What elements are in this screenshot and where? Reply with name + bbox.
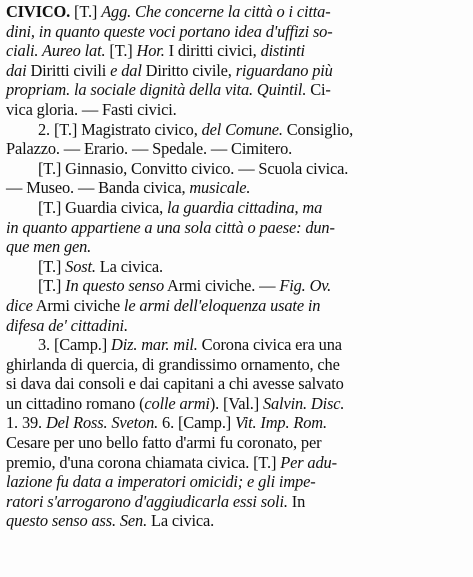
entry-text-segment: que men gen. — [6, 237, 92, 257]
entry-line — [6, 355, 466, 375]
entry-text-segment: Fig. Ov. — [279, 276, 332, 296]
entry-text-segment: [T.] Ginnasio, Convitto civico. — Scuola civica. — [38, 158, 349, 178]
entry-text-segment: Diritto civile, — [141, 60, 236, 80]
entry-text-segment: dai — [6, 60, 27, 80]
entry-text-segment: 1. 39. — [6, 413, 46, 433]
entry-text-segment: La civica. — [147, 511, 215, 531]
entry-line — [6, 394, 466, 414]
entry-text-segment: Diz. mar. mil. — [111, 335, 198, 355]
entry-text-segment: musicale. — [189, 178, 251, 198]
entry-text-segment: [T.] — [38, 256, 66, 276]
entry-text-segment: Sost. — [65, 256, 96, 276]
entry-text-segment: ma — [302, 197, 323, 217]
entry-line — [6, 511, 466, 531]
entry-line — [6, 178, 466, 198]
entry-text-segment: Diritti civili — [26, 60, 111, 80]
entry-text-segment: Armi civiche. — — [164, 276, 280, 296]
entry-line — [6, 257, 466, 277]
entry-text-segment: Agg. Che concerne la città o i citta- — [101, 2, 331, 21]
entry-text-segment: le armi dell'eloquenza usate in — [123, 295, 321, 315]
entry-text-segment: — Museo. — Banda civica, — [6, 178, 190, 198]
entry-line — [6, 492, 466, 512]
entry-text-segment: questo senso ass. Sen. — [6, 511, 148, 531]
entry-line — [6, 472, 466, 492]
entry-text-segment: In — [287, 491, 306, 511]
entry-line — [6, 237, 466, 257]
entry-line — [6, 335, 466, 355]
entry-text-segment: dini, in quanto queste voci portano idea d'uffizi so- — [6, 21, 333, 41]
entry-line — [6, 139, 466, 159]
entry-text-segment: propriam. la sociale dignità della vita. Quintil. — [6, 80, 307, 100]
entry-text-segment: Del Ross. Sveton. — [45, 413, 159, 433]
entry-text-segment: La civica. — [95, 256, 163, 276]
entry-line — [6, 2, 466, 22]
entry-text-segment: [T.] — [105, 41, 137, 61]
entry-line — [6, 100, 466, 120]
entry-text-segment: vica gloria. — Fasti civici. — [6, 99, 177, 119]
entry-line — [6, 61, 466, 81]
entry-text-segment: [T.] — [70, 2, 102, 21]
entry-text-segment: Salvin. Disc. — [262, 393, 345, 413]
entry-line — [6, 296, 466, 316]
entry-text-segment: dice — [6, 295, 33, 315]
entry-text-segment: Per adu- — [280, 452, 337, 472]
entry-text-segment: e dal — [110, 60, 142, 80]
entry-line — [6, 218, 466, 238]
entry-line — [6, 316, 466, 336]
entry-text-segment: un cittadino romano ( — [6, 393, 145, 413]
entry-text-segment: colle armi — [144, 393, 210, 413]
entry-text-segment: Consiglio, — [282, 119, 354, 139]
entry-text-segment: ghirlanda di quercia, di grandissimo ornamento, che — [6, 354, 340, 374]
entry-line — [6, 120, 466, 140]
entry-text-segment: in quanto appartiene a una sola città o paese: dun- — [6, 217, 335, 237]
entry-line — [6, 159, 466, 179]
entry-line — [6, 22, 466, 42]
entry-text-segment: 2. [T.] Magistrato civico, — [38, 119, 202, 139]
entry-line — [6, 276, 466, 296]
entry-text-segment: difesa de' cittadini. — [6, 315, 128, 335]
entry-text-segment: riguardano più — [235, 60, 333, 80]
entry-text-segment: Corona civica era una — [197, 335, 342, 355]
entry-line — [6, 80, 466, 100]
entry-text-segment: la guardia cittadina — [166, 197, 295, 217]
entry-line — [6, 433, 466, 453]
entry-text-segment: Armi civiche — [32, 295, 124, 315]
entry-line — [6, 198, 466, 218]
entry-text-segment: premio, d'una corona chiamata civica. [T.] — [6, 452, 281, 472]
entry-text-segment: del Comune. — [201, 119, 283, 139]
entry-text-segment: Palazzo. — Erario. — Spedale. — Cimitero. — [6, 139, 293, 159]
entry-text-segment: 3. [Camp.] — [38, 335, 112, 355]
entry-line — [6, 453, 466, 473]
entry-text-segment: ). [Val.] — [209, 393, 263, 413]
entry-line — [6, 374, 466, 394]
entry-line — [6, 41, 466, 61]
entry-text-segment: lazione fu data a imperatori omicidi; e gli impe- — [6, 472, 316, 492]
entry-text-segment: Ci- — [306, 80, 331, 100]
entry-text-segment: , — [294, 197, 303, 217]
entry-text-segment: Vit. Imp. Rom. — [235, 413, 327, 433]
entry-text-segment: [T.] Guardia civica, — [38, 197, 167, 217]
headword: CIVICO. — [6, 2, 71, 21]
entry-line — [6, 413, 466, 433]
entry-text-segment: si dava dai consoli e dai capitani a chi avesse salvato — [6, 374, 344, 394]
dictionary-entry-civico — [6, 2, 466, 531]
entry-text-segment: Cesare per uno bello fatto d'armi fu coronato, per — [6, 433, 322, 453]
entry-text-segment: 6. [Camp.] — [158, 413, 236, 433]
entry-text-segment: ratori s'arrogarono d'aggiudicarla essi soli. — [6, 491, 288, 511]
entry-text-segment: distinti — [260, 41, 305, 61]
entry-text-segment: In questo senso — [65, 276, 164, 296]
entry-text-segment: I diritti civici, — [164, 41, 261, 61]
entry-text-segment: ciali. Aureo lat. — [6, 41, 106, 61]
entry-text-segment: Hor. — [136, 41, 165, 61]
entry-text-segment: [T.] — [38, 276, 66, 296]
